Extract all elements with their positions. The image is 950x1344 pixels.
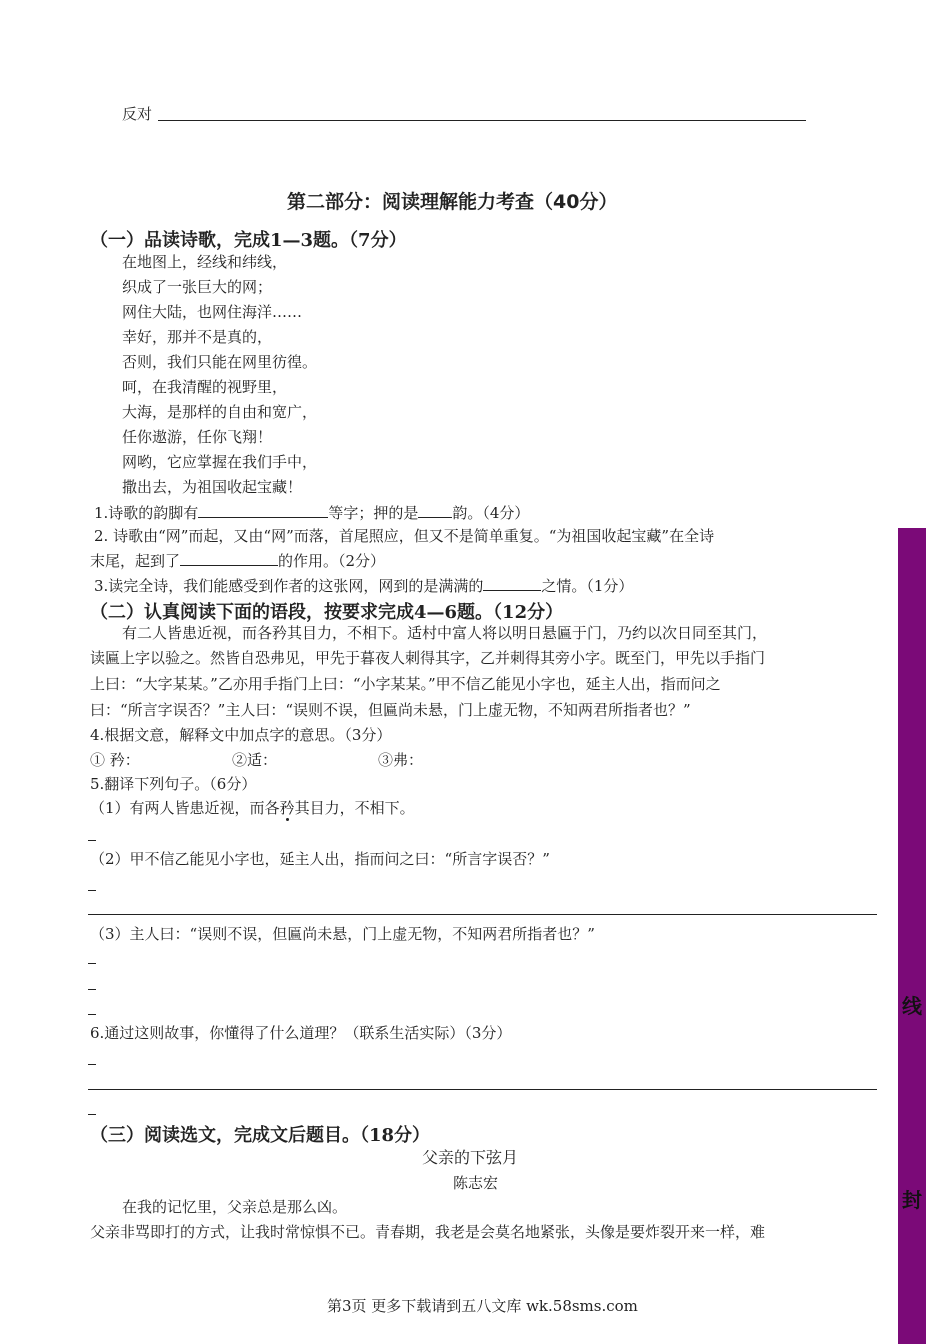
poem-line: 幸好，那并不是真的， xyxy=(122,328,273,346)
part-title: 第二部分：阅读理解能力考查（40分） xyxy=(287,191,618,213)
q5-1-text-a: （1）有两人皆患近视，而各 xyxy=(90,799,280,817)
question-3 xyxy=(94,575,633,596)
sidebar-label-seal: 封 xyxy=(902,1188,922,1212)
answer-line-q5-2b[interactable] xyxy=(88,914,877,915)
q2-text-a: 末尾，起到了 xyxy=(90,552,181,570)
q1-blank-rhyme[interactable] xyxy=(418,502,452,518)
answer-line-q5-2[interactable] xyxy=(88,890,96,891)
q2-text-b: 的作用。（2分） xyxy=(278,552,386,570)
oppose-label: 反对 xyxy=(122,105,153,123)
q4-item-3[interactable]: ③弗： xyxy=(378,751,424,769)
sidebar-label-line: 线 xyxy=(902,994,922,1018)
oppose-answer-line[interactable] xyxy=(158,120,806,121)
poem-line: 撒出去，为祖国收起宝藏！ xyxy=(122,478,303,496)
q3-blank[interactable] xyxy=(483,575,541,591)
q5-1-text-b: 其目力，不相下。 xyxy=(294,799,415,817)
poem-line: 任你遨游，任你飞翔！ xyxy=(122,428,273,446)
answer-line-q6c[interactable] xyxy=(88,1114,96,1115)
passage-line: 曰：“所言字误否？”主人曰：“误则不误，但匾尚未悬，门上虚无物，不知两君所指者也？” xyxy=(90,701,691,719)
q1-blank-rhyme-words[interactable] xyxy=(198,502,328,518)
q3-text-b: 之情。（1分） xyxy=(541,577,634,595)
poem-line: 呵，在我清醒的视野里， xyxy=(122,378,288,396)
answer-line-q5-3b[interactable] xyxy=(88,989,96,990)
article-paragraph: 在我的记忆里，父亲总是那么凶。 xyxy=(122,1198,348,1216)
answer-line-q5-1[interactable] xyxy=(88,840,96,841)
answer-line-q6b[interactable] xyxy=(88,1089,877,1090)
poem-line: 网哟，它应掌握在我们手中， xyxy=(122,453,318,471)
poem-line: 织成了一张巨大的网； xyxy=(122,278,273,296)
poem-line: 否则，我们只能在网里彷徨。 xyxy=(122,353,318,371)
answer-line-q5-3a[interactable] xyxy=(88,963,96,964)
q5-sentence-3: （3）主人曰：“误则不误，但匾尚未悬，门上虚无物，不知两君所指者也？” xyxy=(90,925,595,943)
answer-line-q5-3c[interactable] xyxy=(88,1014,96,1015)
q5-sentence-2: （2）甲不信乙能见小字也，延主人出，指而问之曰：“所言字误否？” xyxy=(90,850,550,868)
dotted-char: 矜 xyxy=(279,799,295,817)
q1-text-c: 韵。（4分） xyxy=(452,504,530,522)
poem-line: 网住大陆，也网住海洋…… xyxy=(122,303,303,321)
q1-text-b: 等字；押的是 xyxy=(328,504,419,522)
binding-sidebar xyxy=(898,528,926,1344)
q4-item-1[interactable]: ① 矜： xyxy=(90,751,140,769)
question-2-line2 xyxy=(90,550,385,571)
poem-line: 在地图上，经线和纬线， xyxy=(122,253,288,271)
question-6: 6.通过这则故事，你懂得了什么道理？（联系生活实际）（3分） xyxy=(90,1024,512,1042)
passage-line: 读匾上字以验之。然皆自恐弗见，甲先于暮夜人刺得其字，乙并刺得其旁小字。既至门，甲先以手指门 xyxy=(90,649,766,667)
q3-text-a: 3.读完全诗，我们能感受到作者的这张网，网到的是满满的 xyxy=(94,577,484,595)
section2-heading: （二）认真阅读下面的语段，按要求完成4—6题。（12分） xyxy=(90,602,564,623)
section1-heading: （一）品读诗歌，完成1—3题。（7分） xyxy=(90,230,407,251)
question-4: 4.根据文意，解释文中加点字的意思。（3分） xyxy=(90,726,392,744)
q1-text-a: 1.诗歌的韵脚有 xyxy=(94,504,199,522)
article-title: 父亲的下弦月 xyxy=(422,1148,519,1167)
poem-line: 大海，是那样的自由和宽广， xyxy=(122,403,318,421)
q4-item-2[interactable]: ②适： xyxy=(232,751,278,769)
article-paragraph: 父亲非骂即打的方式，让我时常惊惧不已。青春期，我老是会莫名地紧张，头像是要炸裂开来一样，难 xyxy=(90,1223,766,1241)
question-1 xyxy=(94,502,529,523)
section3-heading: （三）阅读选文，完成文后题目。（18分） xyxy=(90,1125,431,1146)
question-5: 5.翻译下列句子。（6分） xyxy=(90,775,257,793)
article-author: 陈志宏 xyxy=(453,1174,499,1192)
passage-line: 上曰：“大字某某。”乙亦用手指门上曰：“小字某某。”甲不信乙能见小字也，延主人出，指而问之 xyxy=(90,675,721,693)
answer-line-q6a[interactable] xyxy=(88,1064,96,1065)
q2-blank[interactable] xyxy=(180,550,278,566)
question-2-line1: 2. 诗歌由“网”而起，又由“网”而落，首尾照应，但又不是简单重复。“为祖国收起宝藏”在全诗 xyxy=(94,527,715,545)
page-footer: 第3页 更多下载请到五八文库 wk.58sms.com xyxy=(327,1297,638,1315)
q5-sentence-1 xyxy=(90,798,415,818)
passage-line: 有二人皆患近视，而各矜其目力，不相下。适村中富人将以明日悬匾于门，乃约以次日同至其门， xyxy=(122,624,768,642)
